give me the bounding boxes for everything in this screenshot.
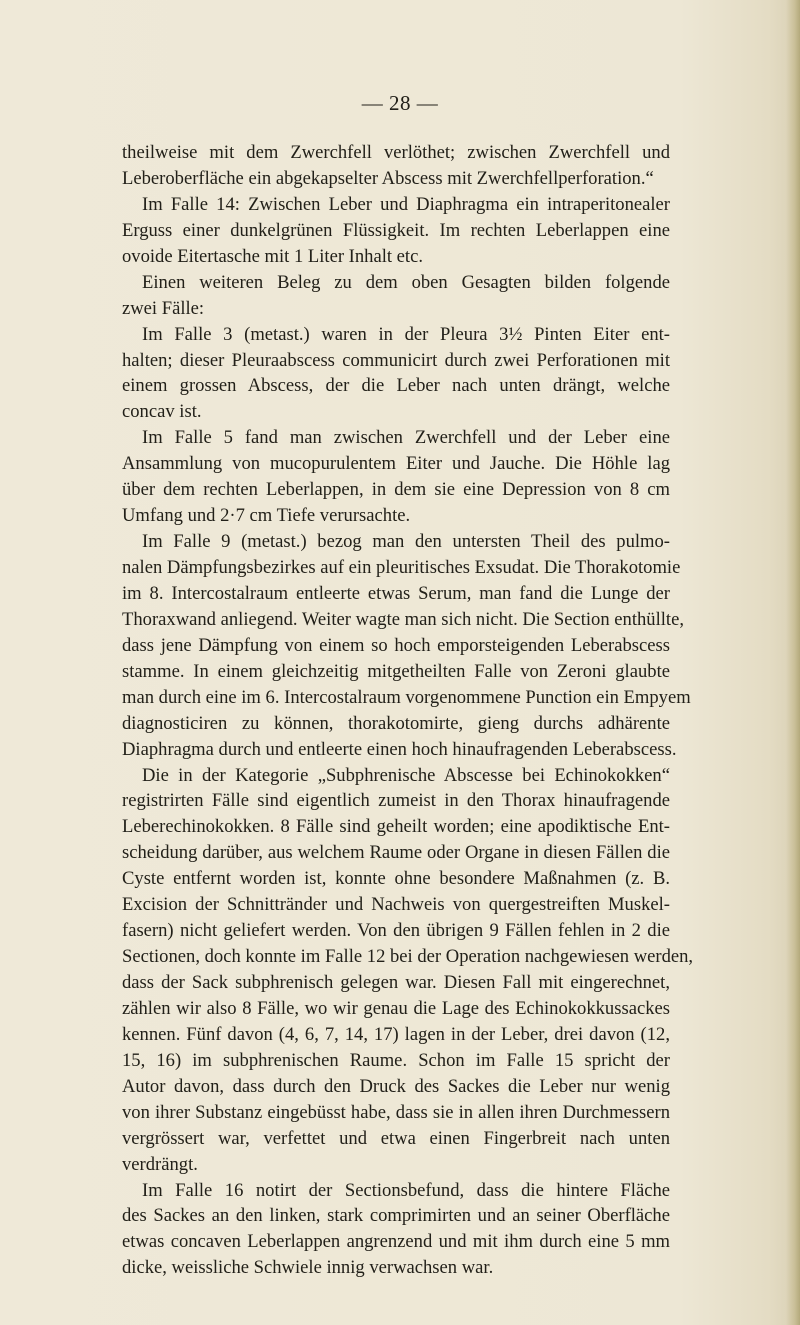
- text-line: im 8. Intercostalraum entleerte etwas Serum, man fand die Lunge der: [122, 582, 670, 604]
- text-line: Im Falle 9 (metast.) bezog man den untersten Theil des pulmo-: [142, 531, 670, 553]
- text-line: dass der Sack subphrenisch gelegen war. Diesen Fall mit eingerechnet,: [122, 972, 670, 993]
- text-line: zählen wir also 8 Fälle, wo wir genau die Lage des Echinokokkussackes: [122, 997, 670, 1019]
- text-line: scheidung darüber, aus welchem Raume oder Organe in diesen Fällen die: [122, 842, 670, 864]
- text-line: Excision der Schnittränder und Nachweis von quergestreiften Muskel-: [122, 894, 670, 916]
- text-line: man durch eine im 6. Intercostalraum vorgenommene Punction ein Empyem: [122, 686, 691, 708]
- text-line: Leberoberfläche ein abgekapselter Abscess mit Zwerchfellperforation.“: [122, 167, 654, 189]
- page-edge-shadow: [786, 0, 800, 1325]
- text-line: vergrössert war, verfettet und etwa einen Fingerbreit nach unten: [122, 1127, 670, 1149]
- text-line: Diaphragma durch und entleerte einen hoch hinaufragenden Leberabscess.: [122, 738, 677, 760]
- text-line: von ihrer Substanz eingebüsst habe, dass sie in allen ihren Durchmessern: [122, 1101, 670, 1123]
- text-line: kennen. Fünf davon (4, 6, 7, 14, 17) lagen in der Leber, drei davon (12,: [122, 1023, 670, 1045]
- text-line: Sectionen, doch konnte im Falle 12 bei der Operation nachgewiesen werden,: [122, 946, 694, 968]
- text-line: theilweise mit dem Zwerchfell verlöthet; zwischen Zwerchfell und: [122, 142, 670, 163]
- text-line: 15, 16) im subphrenischen Raume. Schon im Falle 15 spricht der: [122, 1049, 670, 1071]
- text-line: Umfang und 2·7 cm Tiefe verursachte.: [122, 505, 411, 527]
- text-line: Thoraxwand anliegend. Weiter wagte man sich nicht. Die Section enthüllte,: [122, 608, 684, 630]
- text-line: diagnosticiren zu können, thorakotomirte, gieng durchs adhärente: [122, 712, 670, 734]
- page-number: — 28 —: [361, 91, 439, 115]
- text-line: Autor davon, dass durch den Druck des Sackes die Leber nur wenig: [122, 1075, 670, 1097]
- text-line: dicke, weissliche Schwiele innig verwachsen war.: [122, 1257, 494, 1279]
- text-line: Im Falle 5 fand man zwischen Zwerchfell und der Leber eine: [142, 427, 670, 449]
- text-line: fasern) nicht geliefert werden. Von den übrigen 9 Fällen fehlen in 2 die: [122, 920, 670, 942]
- text-line: verdrängt.: [122, 1153, 198, 1175]
- text-line: ovoide Eitertasche mit 1 Liter Inhalt etc.: [122, 245, 424, 267]
- text-line: etwas concaven Leberlappen angrenzend und mit ihm durch eine 5 mm: [122, 1231, 670, 1253]
- text-line: Im Falle 16 notirt der Sectionsbefund, dass die hintere Fläche: [142, 1179, 670, 1201]
- text-line: nalen Dämpfungsbezirkes auf ein pleuritisches Exsudat. Die Thorakotomie: [122, 557, 681, 578]
- body-text: [122, 140, 694, 1281]
- text-line: Cyste entfernt worden ist, konnte ohne besondere Maßnahmen (z. B.: [122, 868, 670, 890]
- text-line: halten; dieser Pleuraabscess communicirt durch zwei Perforationen mit: [122, 349, 670, 371]
- text-line: concav ist.: [122, 401, 202, 423]
- text-line: dass jene Dämpfung von einem so hoch emporsteigenden Leberabscess: [122, 634, 670, 656]
- text-line: des Sackes an den linken, stark comprimirten und an seiner Oberfläche: [122, 1205, 670, 1227]
- text-line: stamme. In einem gleichzeitig mitgetheilten Falle von Zeroni glaubte: [122, 660, 670, 682]
- text-line: einem grossen Abscess, der die Leber nach unten drängt, welche: [122, 375, 670, 397]
- text-line: Im Falle 14: Zwischen Leber und Diaphragma ein intraperitonealer: [142, 193, 670, 215]
- text-line: Ansammlung von mucopurulentem Eiter und Jauche. Die Höhle lag: [122, 453, 670, 475]
- text-line: Im Falle 3 (metast.) waren in der Pleura 3½ Pinten Eiter ent-: [142, 323, 670, 345]
- text-line: Leberechinokokken. 8 Fälle sind geheilt worden; eine apodiktische Ent-: [122, 816, 670, 838]
- text-line: Die in der Kategorie „Subphrenische Abscesse bei Echinokokken“: [142, 764, 670, 786]
- text-line: Einen weiteren Beleg zu dem oben Gesagten bilden folgende: [142, 271, 670, 293]
- text-line: Erguss einer dunkelgrünen Flüssigkeit. Im rechten Leberlappen eine: [122, 219, 670, 241]
- text-line: über dem rechten Leberlappen, in dem sie eine Depression von 8 cm: [122, 479, 670, 501]
- text-line: registrirten Fälle sind eigentlich zumeist in den Thorax hinaufragende: [122, 790, 670, 812]
- text-line: zwei Fälle:: [122, 297, 205, 319]
